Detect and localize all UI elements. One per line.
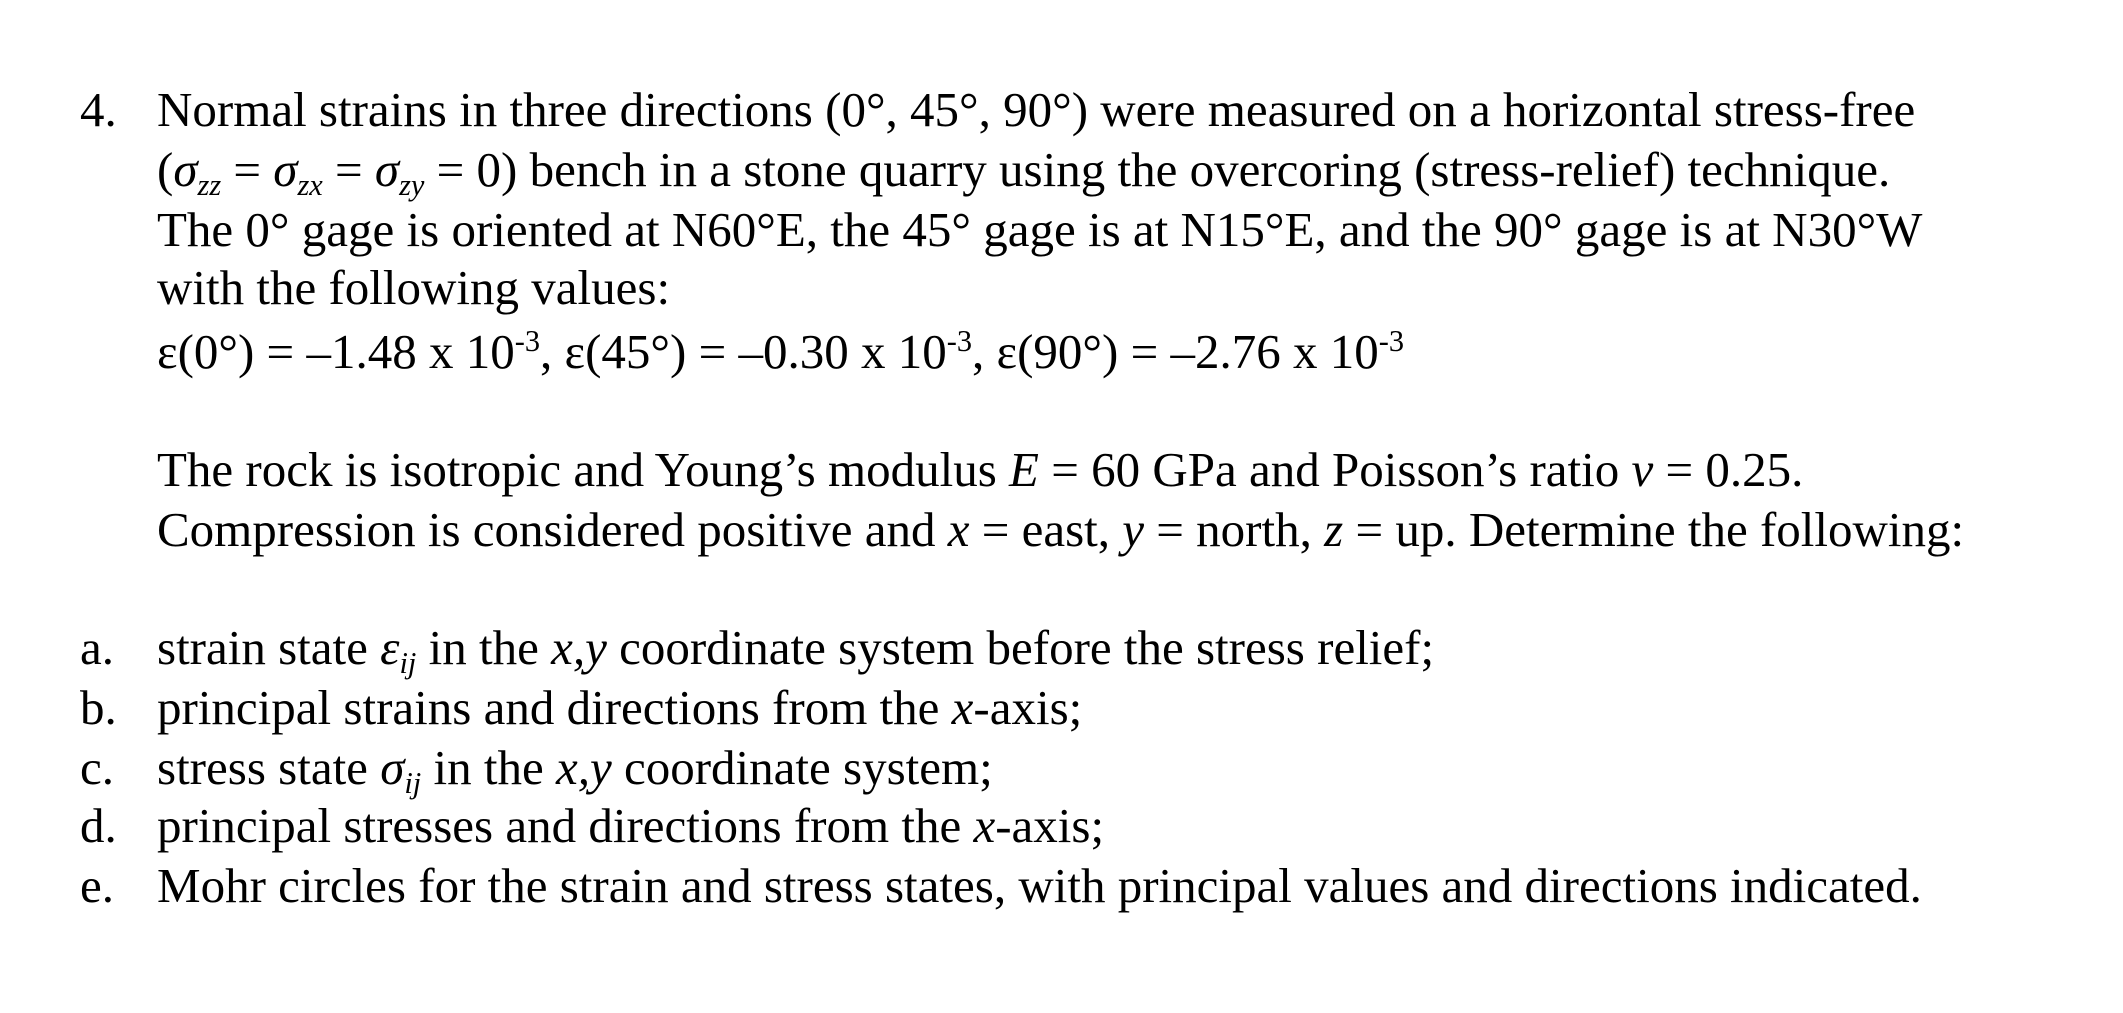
part-e-marker: e. — [80, 858, 114, 913]
poisson-ratio-symbol: ν — [1631, 442, 1654, 497]
paren-open: ( — [157, 142, 174, 197]
coordinate-convention: Compression is considered positive and x = east, y = north, z = up. Determine the following: — [157, 502, 1965, 557]
strain-90: , ε(90°) = –2.76 x 10 — [972, 324, 1379, 379]
strain-45: , ε(45°) = –0.30 x 10 — [540, 324, 947, 379]
sigma-zx: $\sigma_{zx}$ — [273, 142, 323, 202]
stress-tensor-symbol: $\sigma_{ij}$ — [380, 740, 422, 800]
problem-number: 4. — [80, 82, 117, 137]
part-c-text: stress state $\sigma_{ij}$ in the x,y coordinate system; — [157, 740, 993, 800]
part-d-text: principal stresses and directions from the x-axis; — [157, 798, 1105, 853]
part-e-text: Mohr circles for the strain and stress states, with principal values and directions indicated. — [157, 858, 1922, 913]
youngs-modulus-symbol: E — [1009, 442, 1039, 497]
part-a-marker: a. — [80, 620, 114, 675]
part-d-marker: d. — [80, 798, 117, 853]
problem-line-1: Normal strains in three directions (0°, 45°, 90°) were measured on a horizontal stress-free — [157, 82, 1916, 137]
part-b-marker: b. — [80, 680, 117, 735]
problem-line-2-tail: = 0) bench in a stone quarry using the overcoring (stress-relief) technique. — [424, 142, 1891, 197]
part-c-marker: c. — [80, 740, 114, 795]
material-properties: The rock is isotropic and Young’s modulus E = 60 GPa and Poisson’s ratio ν = 0.25. — [157, 442, 1804, 497]
sigma-zz: $\sigma_{zz}$ — [173, 142, 222, 202]
strain-0: ε(0°) = –1.48 x 10 — [157, 324, 515, 379]
sigma-zy: $\sigma_{zy}$ — [374, 142, 425, 202]
strain-tensor-symbol: $\varepsilon_{ij}$ — [380, 620, 417, 680]
part-b-text: principal strains and directions from the x-axis; — [157, 680, 1083, 735]
problem-line-4: with the following values: — [157, 260, 671, 315]
part-a-text: strain state $\varepsilon_{ij}$ in the x,y coordinate system before the stress relief; — [157, 620, 1435, 680]
problem-line-2: $(\sigma_{zz} = \sigma_{zx} = \sigma_{zy} = 0)$ bench in a stone quarry using the overcoring (stress-relief) technique. — [157, 142, 1891, 202]
strain-values: ε(0°) = –1.48 x $10^{-3}$, ε(45°) = –0.30 x $10^{-3}$, ε(90°) = –2.76 x $10^{-3}$ — [157, 324, 1405, 379]
problem-line-3: The 0° gage is oriented at N60°E, the 45° gage is at N15°E, and the 90° gage is at N30°W — [157, 202, 1923, 257]
